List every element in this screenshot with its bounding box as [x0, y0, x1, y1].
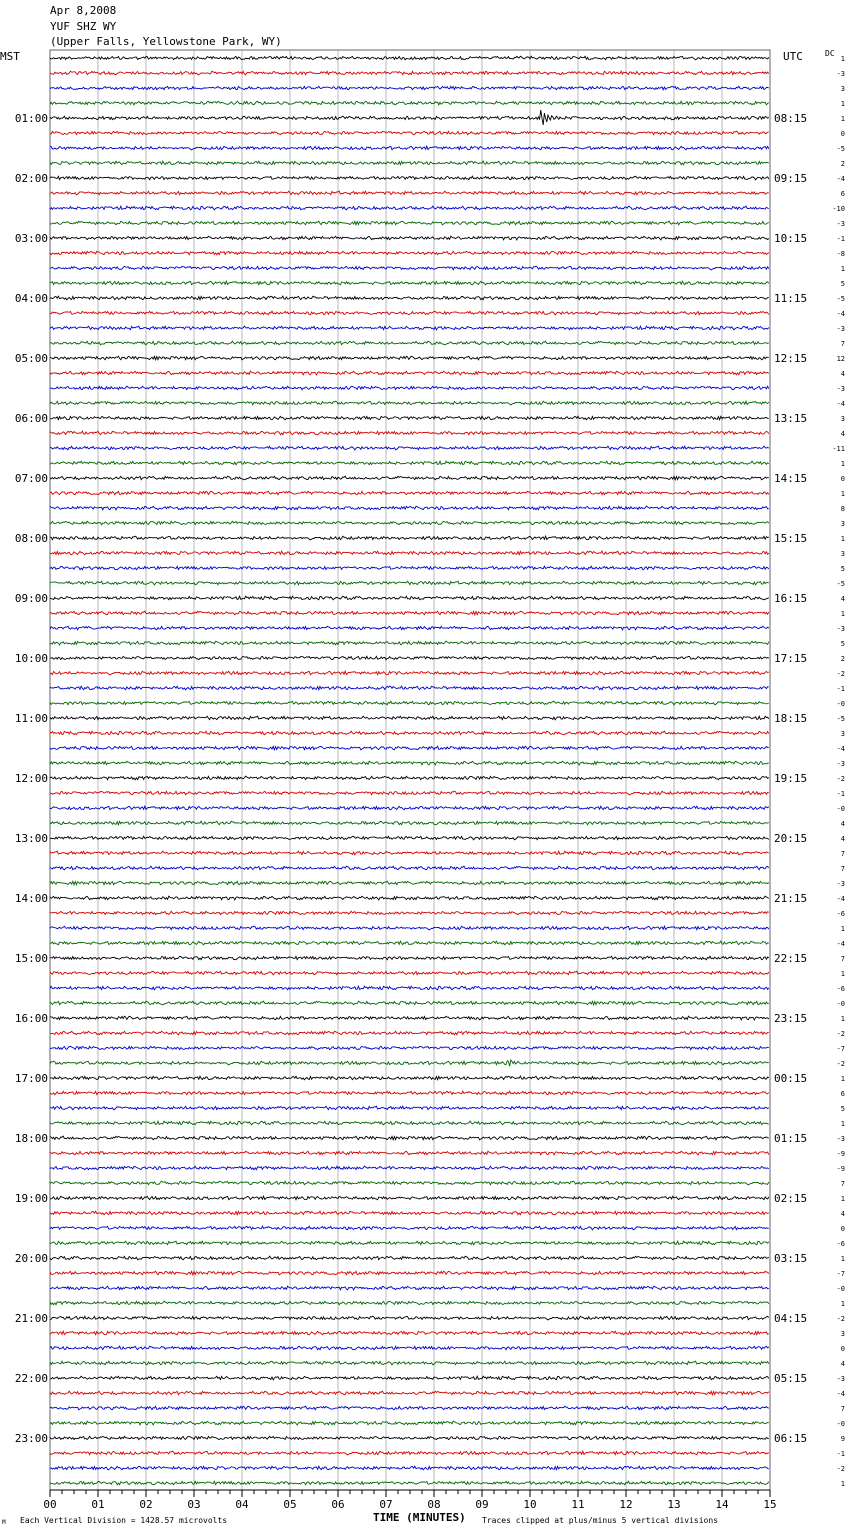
dc-label: DC	[825, 49, 835, 58]
dc-offset: -3	[836, 220, 845, 228]
x-tick-label: 07	[379, 1498, 393, 1511]
trace-row	[50, 881, 769, 885]
dc-offset: 9	[840, 1435, 845, 1443]
dc-offset: 0	[840, 1225, 845, 1233]
trace-row	[50, 296, 769, 300]
dc-offset: 7	[840, 1405, 845, 1413]
right-hour-label: 18:15	[774, 712, 808, 725]
trace-row	[50, 221, 769, 225]
dc-offset: 1	[840, 1300, 845, 1308]
left-hour-label: 07:00	[14, 472, 48, 485]
x-tick-label: 00	[43, 1498, 57, 1511]
dc-offset: 1	[840, 490, 845, 498]
dc-offset: -0	[836, 1285, 845, 1293]
dc-offset: 3	[840, 520, 845, 528]
trace-row	[50, 506, 769, 510]
dc-offset: -11	[832, 445, 845, 453]
x-tick-label: 06	[331, 1498, 345, 1511]
trace-row	[50, 476, 769, 480]
dc-offset: 4	[840, 820, 845, 828]
dc-offset: -3	[836, 880, 845, 888]
dc-offset: 5	[840, 280, 845, 288]
right-hour-label: 15:15	[774, 532, 808, 545]
dc-offset: -6	[836, 1240, 845, 1248]
dc-offset: 7	[840, 1180, 845, 1188]
corner-mark: M	[2, 1519, 6, 1526]
trace-row	[50, 1211, 769, 1215]
trace-row	[50, 551, 769, 555]
right-timezone-label: UTC	[783, 50, 803, 63]
trace-row	[50, 626, 769, 630]
trace-row	[50, 206, 769, 210]
dc-offset: -4	[836, 400, 845, 408]
right-hour-label: 09:15	[774, 172, 808, 185]
left-hour-label: 19:00	[14, 1192, 48, 1205]
trace-row	[50, 1016, 769, 1020]
left-hour-label: 11:00	[14, 712, 48, 725]
trace-row	[50, 1241, 769, 1245]
trace-row	[50, 731, 769, 735]
right-hour-label: 13:15	[774, 412, 808, 425]
trace-row	[50, 761, 769, 765]
trace-row	[50, 1466, 769, 1470]
trace-row	[50, 701, 769, 705]
dc-offset: -2	[836, 1060, 845, 1068]
trace-row	[50, 806, 769, 810]
right-hour-label: 20:15	[774, 832, 808, 845]
dc-offset: 3	[840, 1330, 845, 1338]
dc-offset: -2	[836, 1465, 845, 1473]
trace-row	[50, 791, 769, 795]
trace-row	[50, 1421, 769, 1425]
x-tick-label: 10	[523, 1498, 537, 1511]
trace-row	[50, 56, 769, 60]
dc-offset: 1	[840, 1195, 845, 1203]
dc-offset: 7	[840, 955, 845, 963]
trace-row	[50, 1316, 769, 1320]
header-date: Apr 8,2008	[50, 4, 117, 17]
footer-scale-note: Each Vertical Division = 1428.57 microvolts	[20, 1516, 228, 1525]
dc-offset: -2	[836, 670, 845, 678]
trace-row	[50, 836, 769, 840]
dc-offset: 6	[840, 1090, 845, 1098]
trace-row	[50, 1181, 769, 1185]
trace-row	[50, 236, 769, 240]
dc-offset: 3	[840, 415, 845, 423]
dc-offset: -6	[836, 910, 845, 918]
left-hour-label: 14:00	[14, 892, 48, 905]
trace-row	[50, 566, 769, 570]
trace-row	[50, 446, 769, 450]
dc-offset: 0	[840, 475, 845, 483]
dc-offset: 1	[840, 1120, 845, 1128]
left-hour-label: 17:00	[14, 1072, 48, 1085]
left-hour-label: 12:00	[14, 772, 48, 785]
dc-offset: 1	[840, 115, 845, 123]
left-hour-label: 10:00	[14, 652, 48, 665]
trace-row	[50, 1226, 769, 1230]
dc-offset: 5	[840, 640, 845, 648]
trace-row	[50, 1451, 769, 1455]
trace-row	[50, 1436, 769, 1439]
trace-row	[50, 356, 769, 360]
trace-row	[50, 1406, 769, 1410]
right-hour-label: 10:15	[774, 232, 808, 245]
right-hour-label: 12:15	[774, 352, 808, 365]
dc-offset: -1	[836, 790, 845, 798]
trace-row	[50, 371, 769, 375]
trace-row	[50, 281, 769, 285]
dc-offset: -5	[836, 580, 845, 588]
trace-row	[50, 1481, 769, 1485]
trace-row	[50, 1286, 769, 1290]
right-hour-label: 04:15	[774, 1312, 808, 1325]
right-hour-label: 21:15	[774, 892, 808, 905]
x-tick-label: 09	[475, 1498, 489, 1511]
dc-offset: -3	[836, 1135, 845, 1143]
seismic-traces	[50, 56, 769, 1485]
trace-row	[50, 971, 769, 975]
dc-offset: -2	[836, 775, 845, 783]
x-tick-label: 14	[715, 1498, 729, 1511]
trace-row	[50, 401, 769, 405]
x-tick-label: 04	[235, 1498, 249, 1511]
trace-row	[50, 146, 769, 150]
dc-offset: 2	[840, 655, 845, 663]
trace-row	[50, 1046, 769, 1049]
trace-row	[50, 86, 769, 89]
x-tick-label: 02	[139, 1498, 153, 1511]
trace-row	[50, 521, 769, 524]
dc-offset: -3	[836, 70, 845, 78]
dc-offset: -6	[836, 985, 845, 993]
dc-offset: 5	[840, 1105, 845, 1113]
trace-row	[50, 1166, 769, 1170]
trace-row	[50, 656, 769, 660]
trace-row	[50, 1376, 769, 1380]
trace-row	[50, 1301, 769, 1305]
trace-row	[50, 311, 769, 315]
dc-offset: 5	[840, 565, 845, 573]
trace-row	[50, 776, 769, 780]
dc-offset: -7	[836, 1045, 845, 1053]
dc-offset: -0	[836, 1000, 845, 1008]
dc-offset: 3	[840, 550, 845, 558]
right-hour-label: 16:15	[774, 592, 808, 605]
trace-row	[50, 326, 769, 330]
dc-offset: 4	[840, 1210, 845, 1218]
right-hour-label: 01:15	[774, 1132, 808, 1145]
x-tick-label: 11	[571, 1498, 585, 1511]
trace-row	[50, 1031, 769, 1035]
dc-offset: 4	[840, 1360, 845, 1368]
trace-row	[50, 131, 769, 135]
trace-row	[50, 611, 769, 615]
dc-offset: 1	[840, 610, 845, 618]
dc-offset: -5	[836, 145, 845, 153]
right-hour-label: 03:15	[774, 1252, 808, 1265]
trace-row	[50, 461, 769, 465]
right-hour-label: 17:15	[774, 652, 808, 665]
trace-row	[50, 1106, 769, 1110]
left-hour-label: 18:00	[14, 1132, 48, 1145]
dc-offset: -4	[836, 895, 845, 903]
footer-clip-note: Traces clipped at plus/minus 5 vertical divisions	[482, 1516, 719, 1525]
trace-row	[50, 1331, 769, 1335]
dc-offset: -4	[836, 940, 845, 948]
trace-row	[50, 911, 769, 914]
trace-row	[50, 686, 769, 690]
left-hour-label: 08:00	[14, 532, 48, 545]
dc-offset: 1	[840, 1255, 845, 1263]
right-hour-label: 22:15	[774, 952, 808, 965]
dc-offset: -9	[836, 1165, 845, 1173]
x-axis-label: TIME (MINUTES)	[373, 1511, 466, 1524]
dc-offset: -3	[836, 625, 845, 633]
trace-row	[50, 1391, 769, 1395]
right-hour-label: 00:15	[774, 1072, 808, 1085]
x-tick-label: 13	[667, 1498, 681, 1511]
dc-offset: -0	[836, 1420, 845, 1428]
dc-offset: -2	[836, 1030, 845, 1038]
left-hour-label: 21:00	[14, 1312, 48, 1325]
left-hour-label: 16:00	[14, 1012, 48, 1025]
trace-row	[50, 536, 769, 540]
dc-offset: 7	[840, 850, 845, 858]
dc-offset: 12	[836, 355, 845, 363]
left-hour-label: 02:00	[14, 172, 48, 185]
right-hour-label: 02:15	[774, 1192, 808, 1205]
trace-row	[50, 896, 769, 900]
trace-row	[50, 491, 769, 495]
dc-offset: 2	[840, 160, 845, 168]
x-tick-label: 01	[91, 1498, 105, 1511]
header-station: YUF SHZ WY	[50, 20, 117, 33]
dc-offset: 4	[840, 370, 845, 378]
left-hour-label: 23:00	[14, 1432, 48, 1445]
dc-offset: -3	[836, 385, 845, 393]
right-hour-label: 06:15	[774, 1432, 808, 1445]
left-timezone-label: MST	[0, 50, 20, 63]
left-hour-label: 01:00	[14, 112, 48, 125]
trace-row	[50, 716, 769, 720]
left-hour-label: 06:00	[14, 412, 48, 425]
time-axis	[43, 1490, 776, 1511]
x-tick-label: 15	[763, 1498, 777, 1511]
trace-row	[50, 431, 769, 435]
dc-offset: 1	[840, 535, 845, 543]
trace-row	[50, 101, 769, 105]
left-hour-label: 15:00	[14, 952, 48, 965]
trace-row	[50, 671, 769, 675]
trace-row	[50, 1361, 769, 1365]
dc-offset: -8	[836, 250, 845, 258]
dc-offset: 4	[840, 835, 845, 843]
dc-offset: 7	[840, 340, 845, 348]
left-hour-label: 05:00	[14, 352, 48, 365]
right-hour-label: 05:15	[774, 1372, 808, 1385]
trace-row	[50, 1271, 769, 1275]
dc-offset: 1	[840, 1015, 845, 1023]
trace-row	[50, 1346, 769, 1350]
left-hour-label: 20:00	[14, 1252, 48, 1265]
right-hour-label: 14:15	[774, 472, 808, 485]
trace-row	[50, 956, 769, 960]
left-hour-label: 03:00	[14, 232, 48, 245]
dc-offset: -2	[836, 1315, 845, 1323]
trace-row	[50, 161, 769, 165]
dc-offset: 1	[840, 55, 845, 63]
dc-offset: -1	[836, 1450, 845, 1458]
x-tick-label: 08	[427, 1498, 441, 1511]
dc-offset: -1	[836, 235, 845, 243]
dc-offset: -0	[836, 700, 845, 708]
dc-offset: 1	[840, 1075, 845, 1083]
right-hour-label: 23:15	[774, 1012, 808, 1025]
trace-row	[50, 251, 769, 255]
trace-row	[50, 1136, 769, 1140]
trace-row	[50, 1151, 769, 1155]
trace-row	[50, 386, 769, 390]
left-hour-label: 13:00	[14, 832, 48, 845]
dc-offset: 4	[840, 595, 845, 603]
trace-row	[50, 926, 769, 930]
dc-offset: 4	[840, 430, 845, 438]
x-tick-label: 12	[619, 1498, 633, 1511]
trace-row	[50, 176, 769, 180]
dc-offset: -4	[836, 310, 845, 318]
dc-offset: -3	[836, 1375, 845, 1383]
dc-offset: -1	[836, 685, 845, 693]
trace-row	[50, 1091, 769, 1095]
right-hour-label: 19:15	[774, 772, 808, 785]
dc-offset: 1	[840, 100, 845, 108]
dc-offset: 1	[840, 1480, 845, 1488]
trace-row	[50, 851, 769, 855]
dc-offset: 1	[840, 925, 845, 933]
right-hour-label: 11:15	[774, 292, 808, 305]
trace-row	[50, 1076, 769, 1080]
trace-row	[50, 1060, 769, 1066]
left-hour-label: 04:00	[14, 292, 48, 305]
left-hour-label: 22:00	[14, 1372, 48, 1385]
dc-offset: 8	[840, 505, 845, 513]
trace-row	[50, 866, 769, 870]
trace-row	[50, 110, 769, 125]
dc-offset: -3	[836, 760, 845, 768]
dc-offset: 3	[840, 730, 845, 738]
trace-row	[50, 71, 769, 75]
left-hour-label: 09:00	[14, 592, 48, 605]
trace-row	[50, 746, 769, 750]
dc-offset: 3	[840, 85, 845, 93]
trace-row	[50, 641, 769, 645]
dc-offset: -4	[836, 1390, 845, 1398]
trace-row	[50, 1256, 769, 1260]
dc-offset: 1	[840, 460, 845, 468]
dc-offset: -10	[832, 205, 845, 213]
trace-row	[50, 416, 769, 420]
dc-offset: 0	[840, 1345, 845, 1353]
dc-offset: -9	[836, 1150, 845, 1158]
trace-row	[50, 1121, 769, 1125]
trace-row	[50, 266, 769, 270]
dc-offset: 1	[840, 265, 845, 273]
dc-offset: 0	[840, 130, 845, 138]
dc-offset: -4	[836, 175, 845, 183]
trace-row	[50, 581, 769, 585]
header-location: (Upper Falls, Yellowstone Park, WY)	[50, 35, 282, 48]
trace-row	[50, 1196, 769, 1200]
right-hour-label: 08:15	[774, 112, 808, 125]
trace-row	[50, 941, 769, 945]
dc-offset: -4	[836, 745, 845, 753]
dc-offset: 7	[840, 865, 845, 873]
x-tick-label: 03	[187, 1498, 201, 1511]
dc-offset: 6	[840, 190, 845, 198]
trace-row	[50, 191, 769, 195]
dc-offset: -5	[836, 295, 845, 303]
dc-offset: 1	[840, 970, 845, 978]
trace-row	[50, 1001, 769, 1005]
x-tick-label: 05	[283, 1498, 297, 1511]
trace-row	[50, 986, 769, 990]
trace-row	[50, 596, 769, 600]
dc-offset: -3	[836, 325, 845, 333]
dc-offset: -0	[836, 805, 845, 813]
trace-row	[50, 821, 769, 825]
trace-row	[50, 341, 769, 345]
dc-offset: -7	[836, 1270, 845, 1278]
dc-offset: -5	[836, 715, 845, 723]
